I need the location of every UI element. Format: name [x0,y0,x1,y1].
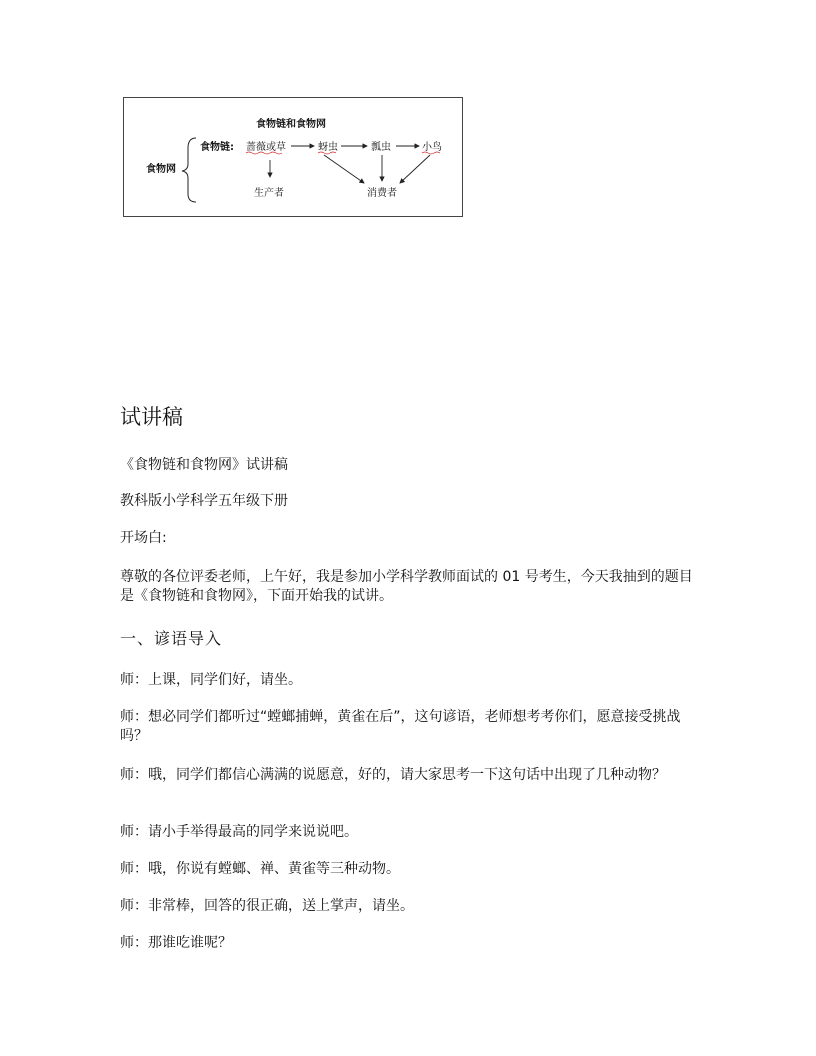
dialogue-paragraph: 师：上课，同学们好，请坐。 [120,672,302,688]
section-heading: 一、谚语导入 [120,629,223,648]
diagram-title: 食物链和食物网 [256,119,326,130]
producer-label: 生产者 [254,188,284,199]
dialogue-paragraph: 师：哦，同学们都信心满满的说愿意，好的，请大家思考一下这句话中出现了几种动物？ [120,767,666,783]
dialogue-paragraph: 师：那谁吃谁呢？ [120,935,232,951]
organism-ladybug: 瓢虫 [371,142,391,153]
food-web-diagram [123,97,463,217]
dialogue-paragraph: 师：哦，你说有螳螂、禅、黄雀等三种动物。 [120,861,400,877]
food-chain-label: 食物链: [200,142,234,153]
lesson-title: 《食物链和食物网》试讲稿 [120,457,288,473]
food-web-label: 食物网 [146,164,176,175]
textbook-line: 教科版小学科学五年级下册 [120,493,288,509]
dialogue-paragraph: 师：非常棒，回答的很正确，送上掌声，请坐。 [120,898,414,914]
organism-plant: 蔷薇或草 [246,142,286,153]
arrow-bird-consumer [400,155,430,183]
organism-bird: 小鸟 [422,142,442,153]
dialogue-paragraph: 师：请小手举得最高的同学来说说吧。 [120,824,358,840]
opening-paragraph: 尊敬的各位评委老师，上午好，我是参加小学科学教师面试的 01 号考生，今天我抽到的题目是《食物链和食物网》，下面开始我的试讲。 [120,569,693,604]
opening-label: 开场白: [120,530,167,546]
organism-aphid: 蚜虫 [318,142,338,153]
document-title: 试讲稿 [120,405,183,429]
arrow-aphid-consumer [324,155,364,183]
food-web-svg [124,98,462,216]
consumer-label: 消费者 [367,188,397,199]
dialogue-paragraph: 师：想必同学们都听过“螳螂捕蝉，黄雀在后”，这句谚语，老师想考考你们，愿意接受挑战吗？ [120,709,681,744]
brace-shape [182,138,196,202]
